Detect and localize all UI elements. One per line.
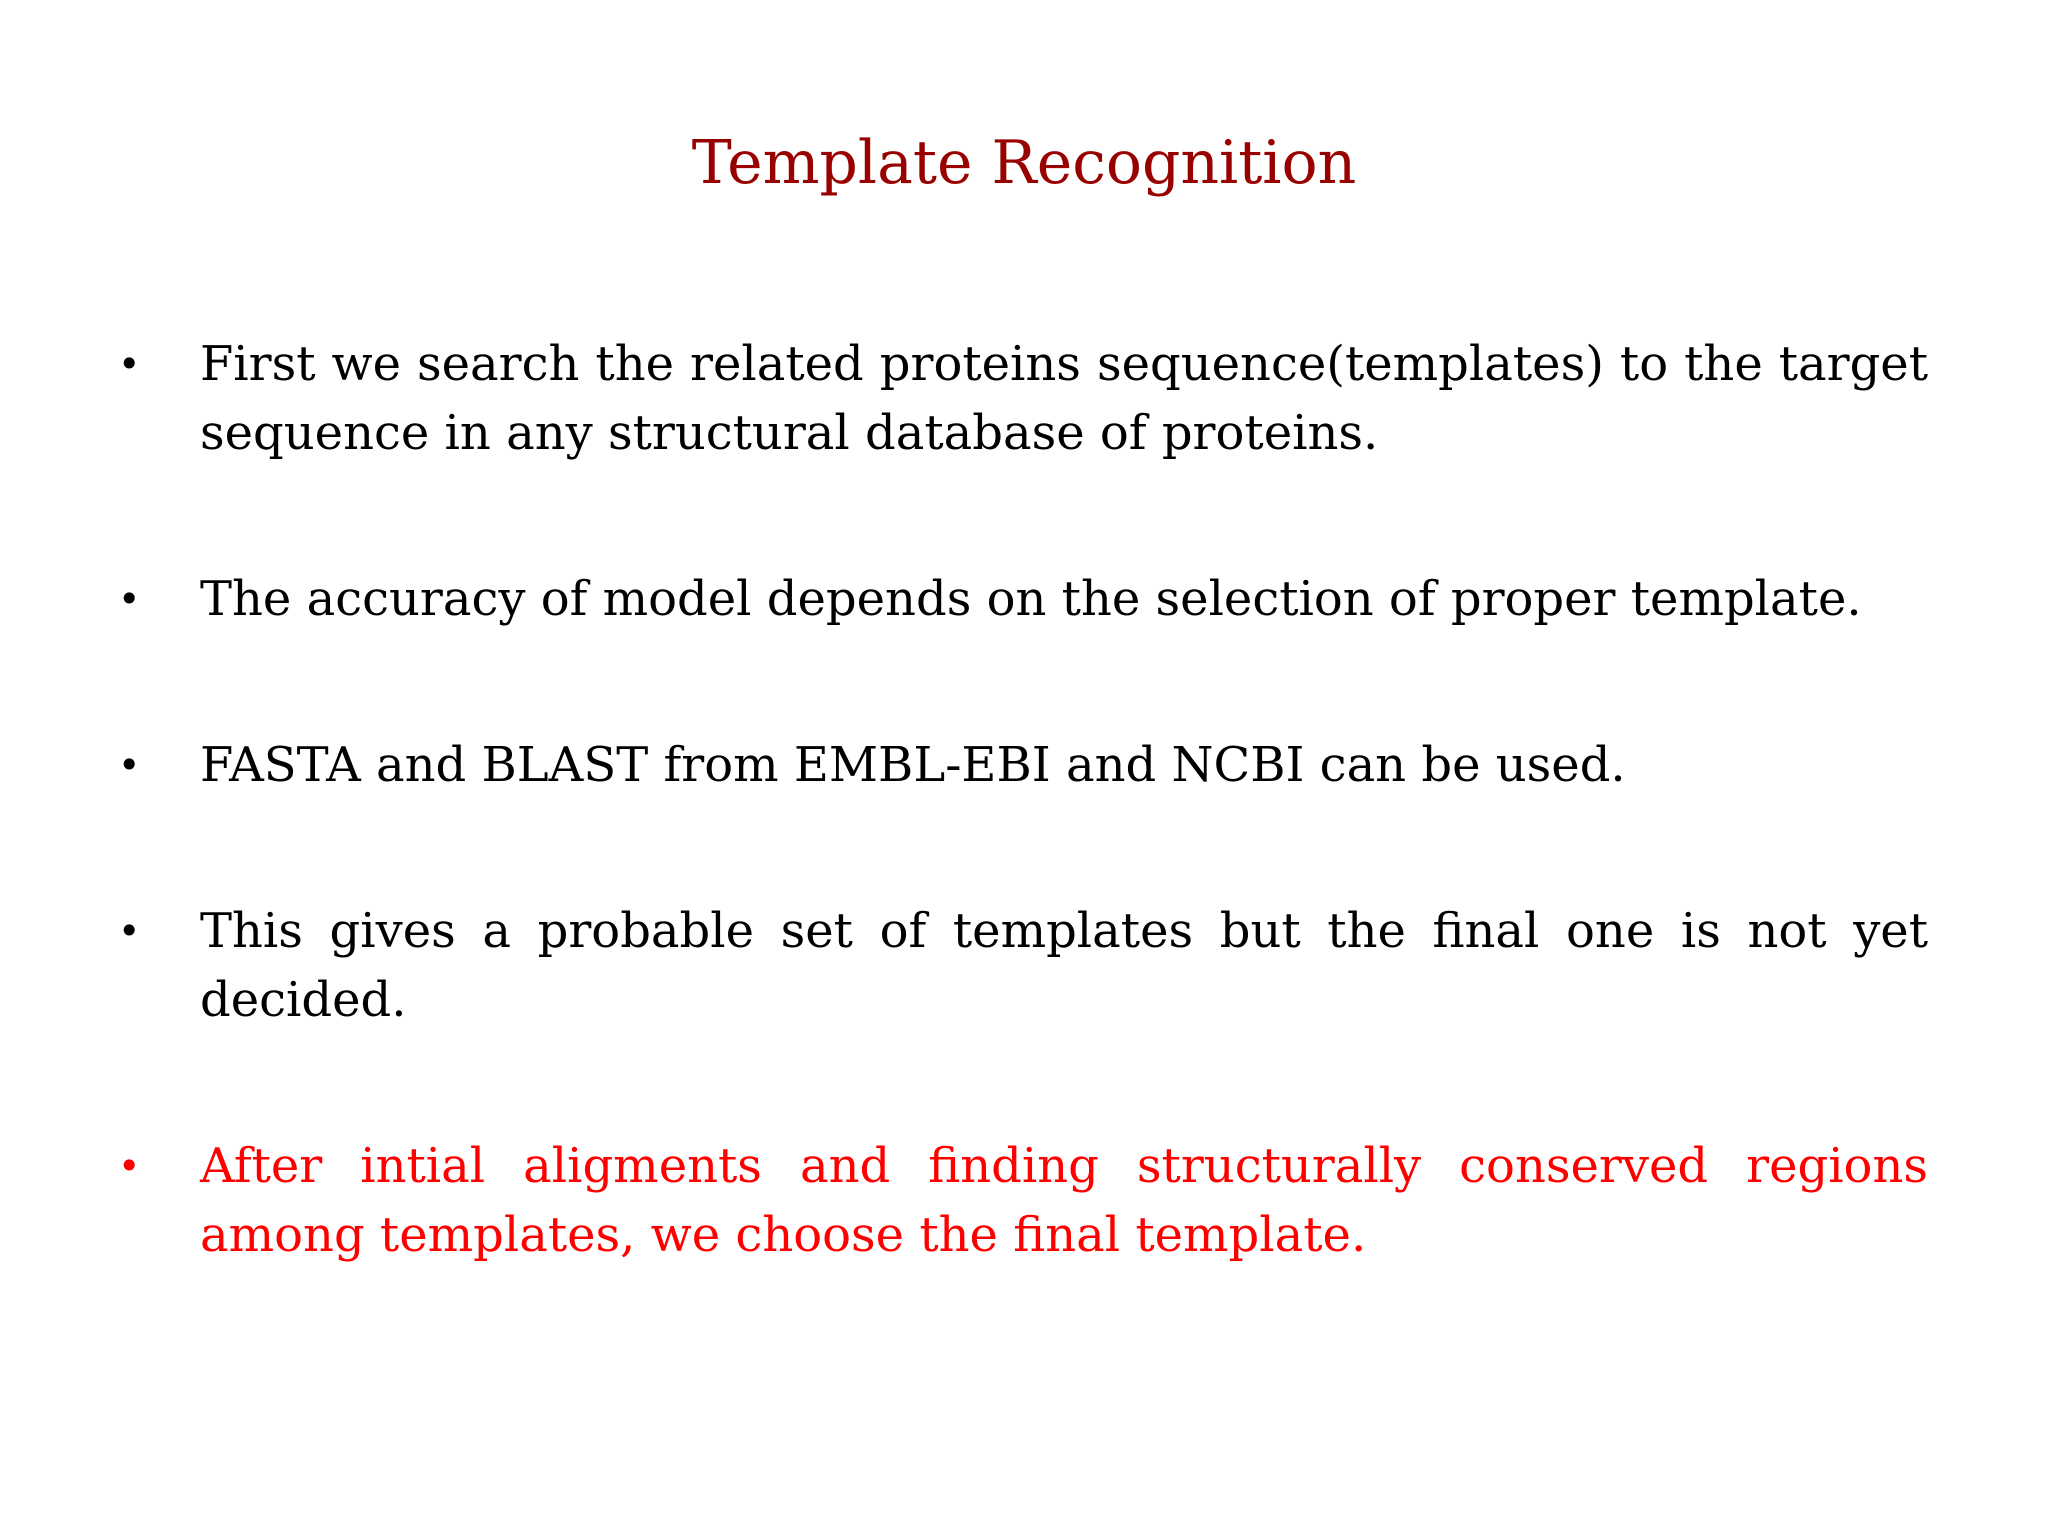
bullet-item: [118, 731, 1928, 800]
bullet-dot-icon: •: [118, 342, 141, 386]
bullet-item: [118, 565, 1928, 634]
bullet-item: [118, 1132, 1928, 1270]
slide-title: Template Recognition: [691, 128, 1357, 198]
bullet-text: First we search the related proteins sequence(templates) to the target sequence in any structural database of proteins.: [200, 336, 1928, 461]
bullet-dot-icon: •: [118, 577, 141, 621]
bullet-text: After intial aligments and finding structurally conserved regions among templates, we choose the final template.: [200, 1138, 1928, 1263]
bullet-dot-icon: •: [118, 1144, 141, 1188]
bullet-text: The accuracy of model depends on the selection of proper template.: [200, 571, 1862, 627]
bullet-item: [118, 897, 1928, 1035]
bullet-text: This gives a probable set of templates but the final one is not yet decided.: [200, 903, 1928, 1028]
bullet-dot-icon: •: [118, 743, 141, 787]
bullet-text: FASTA and BLAST from EMBL-EBI and NCBI can be used.: [200, 737, 1626, 793]
bullet-item: [118, 330, 1928, 468]
bullet-list: [118, 330, 1928, 1367]
bullet-dot-icon: •: [118, 909, 141, 953]
